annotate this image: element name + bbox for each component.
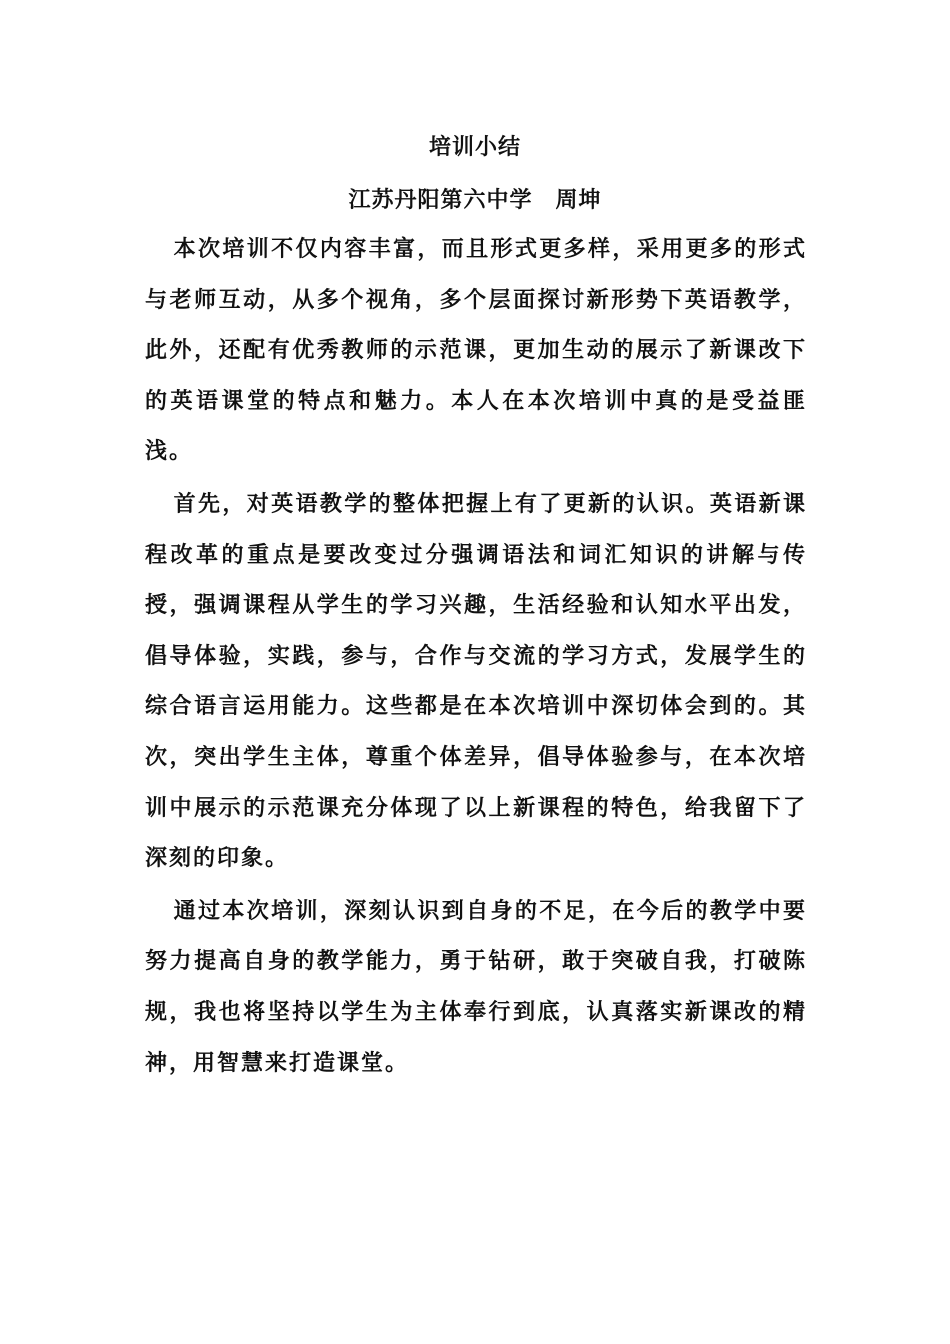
- paragraph: 首先，对英语教学的整体把握上有了更新的认识。英语新课程改革的重点是要改变过分强调语法和词汇知识的讲解与传授，强调课程从学生的学习兴趣，生活经验和认知水平出发，倡导体验，实践，参与，合作与交流的学习方式，发展学生的综合语言运用能力。这些都是在本次培训中深切体会到的。其次，突出学生主体，尊重个体差异，倡导体验参与，在本次培训中展示的示范课充分体现了以上新课程的特色，给我留下了深刻的印象。: [145, 490, 807, 872]
- paragraph: 本次培训不仅内容丰富，而且形式更多样，采用更多的形式与老师互动，从多个视角，多个层面探讨新形势下英语教学，此外，还配有优秀教师的示范课，更加生动的展示了新课改下的英语课堂的特点和魅力。本人在本次培训中真的是受益匪浅。: [145, 236, 807, 465]
- document-subtitle: 江苏丹阳第六中学 周坤: [348, 187, 602, 213]
- document-body: [145, 224, 807, 1088]
- document-title: 培训小结: [428, 134, 521, 160]
- paragraph: 通过本次培训，深刻认识到自身的不足，在今后的教学中要努力提高自身的教学能力，勇于钻研，敢于突破自我，打破陈规，我也将坚持以学生为主体奉行到底，认真落实新课改的精神，用智慧来打造课堂。: [145, 897, 807, 1076]
